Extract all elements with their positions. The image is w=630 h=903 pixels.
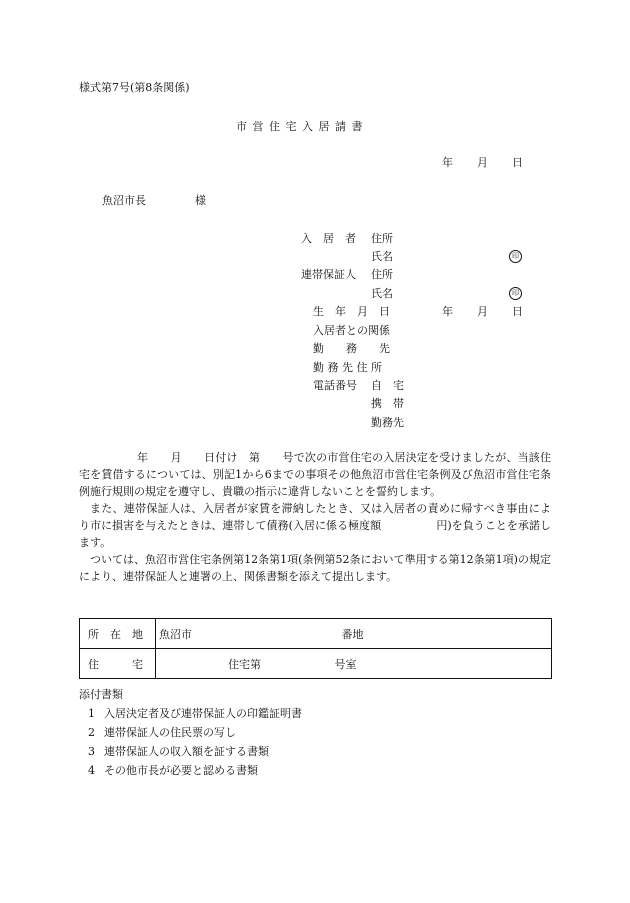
list-item: [79, 723, 302, 742]
item-number: 2: [88, 726, 95, 739]
item-number: 1: [88, 707, 95, 720]
phone-work-label: 勤務先: [371, 416, 404, 429]
housing-label-cell: [80, 649, 156, 679]
item-text: 入居決定者及び連帯保証人の印鑑証明書: [104, 707, 302, 720]
body-paragraph-2: また、連帯保証人は、入居者が家賃を滞納したとき、又は入居者の責めに帰すべき事由により市に損害を与えたときは、連帯して債務(入居に係る極度額 円)を負うことを承諾します。: [79, 502, 551, 549]
housing-room-label: 号室: [334, 657, 357, 671]
guarantor-seal-icon: 印: [509, 287, 522, 300]
phone-label: 電話番号: [313, 379, 357, 392]
item-text: 連帯保証人の住民票の写し: [104, 726, 236, 739]
resident-name-label: 氏名: [371, 250, 393, 263]
table-row: [80, 619, 552, 649]
body-text: [79, 449, 551, 585]
guarantor-name-label: 氏名: [371, 287, 393, 300]
workplace-label: 勤 務 先: [313, 342, 390, 355]
item-text: 連帯保証人の収入額を証する書類: [104, 745, 269, 758]
page-title: 市 営 住 宅 入 居 請 書: [236, 120, 364, 133]
form-number: 様式第7号(第8条関係): [79, 81, 190, 94]
resident-seal-icon: 印: [509, 250, 522, 263]
addressee-name: 魚沼市長: [102, 194, 146, 207]
resident-label: 入 居 者: [301, 232, 356, 245]
item-number: 3: [88, 745, 95, 758]
location-city: 魚沼市: [159, 627, 192, 641]
birth-year: 年: [442, 305, 453, 318]
location-suffix: 番地: [341, 627, 364, 641]
body-paragraph-1: 年 月 日付け 第 号で次の市営住宅の入居決定を受けましたが、当該住宅を賃借するについては、別記1から6までの事項その他魚沼市営住宅条例及び魚沼市営住宅条例施行規則の規定を遵守し、貴職の指示に違背しないことを誓約します。: [79, 451, 551, 498]
location-table: [79, 618, 552, 679]
attachments: [79, 685, 302, 780]
phone-home-label: 自 宅: [371, 379, 404, 392]
date-month: 月: [477, 156, 488, 169]
resident-address-label: 住所: [371, 232, 393, 245]
workplace-address-label: 勤 務 先 住 所: [313, 361, 382, 374]
housing-label: 住 宅: [88, 657, 143, 671]
date-day: 日: [512, 156, 523, 169]
housing-value-cell: [156, 649, 552, 679]
item-number: 4: [88, 764, 95, 777]
location-label: 所 在 地: [88, 627, 143, 641]
guarantor-label: 連帯保証人: [301, 268, 356, 281]
relation-label: 入居者との関係: [313, 324, 390, 337]
location-value-cell: [156, 619, 552, 649]
date-year: 年: [442, 156, 453, 169]
list-item: [79, 704, 302, 723]
guarantor-address-label: 住所: [371, 268, 393, 281]
list-item: [79, 761, 302, 780]
birth-month: 月: [477, 305, 488, 318]
table-row: [80, 649, 552, 679]
birthdate-label: 生 年 月 日: [313, 305, 390, 318]
birth-day: 日: [512, 305, 523, 318]
body-paragraph-3: ついては、魚沼市営住宅条例第12条第1項(条例第52条において準用する第12条第1項)の規定により、連帯保証人と連署の上、関係書類を添えて提出します。: [79, 553, 551, 583]
location-label-cell: [80, 619, 156, 649]
item-text: その他市長が必要と認める書類: [104, 764, 258, 777]
addressee-honorific: 様: [195, 194, 206, 207]
list-item: [79, 742, 302, 761]
phone-mobile-label: 携 帯: [371, 397, 404, 410]
attachments-heading: 添付書類: [79, 688, 123, 701]
housing-number-label: 住宅第: [228, 657, 261, 671]
